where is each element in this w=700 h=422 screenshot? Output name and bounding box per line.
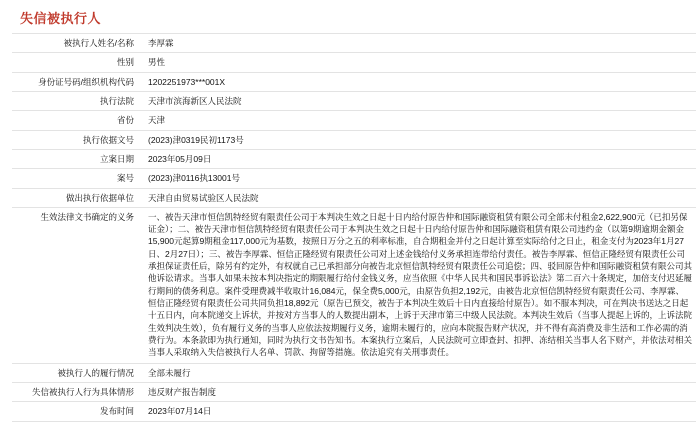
row-value-publish-time: 2023年07月14日 xyxy=(148,406,212,417)
row-value-province: 天津 xyxy=(148,115,166,126)
table-row xyxy=(12,130,696,149)
table-row xyxy=(12,91,696,110)
row-label-name: 被执行人姓名/名称 xyxy=(63,38,134,48)
table-row xyxy=(12,188,696,207)
row-value-concrete-situation: 违反财产报告制度 xyxy=(148,386,217,397)
row-label-obligation: 生效法律文书确定的义务 xyxy=(40,211,134,222)
row-label-court: 执行法院 xyxy=(99,95,134,106)
row-value-issuing-unit: 天津自由贸易试验区人民法院 xyxy=(148,192,259,203)
row-label-id: 身份证号码/组织机构代码 xyxy=(38,76,134,87)
row-value-court: 天津市滨海新区人民法院 xyxy=(148,95,242,106)
table-row xyxy=(12,169,696,188)
info-table xyxy=(12,33,696,422)
row-label-performance: 被执行人的履行情况 xyxy=(57,367,134,378)
table-row xyxy=(12,72,696,91)
row-value-case-number: (2023)津0116执13001号 xyxy=(148,173,240,184)
row-value-name: 李厚霖 xyxy=(148,38,174,48)
table-row-obligation xyxy=(12,207,696,363)
table-row xyxy=(12,402,696,421)
table-row xyxy=(12,363,696,382)
row-label-gender: 性别 xyxy=(116,57,134,68)
table-row xyxy=(12,53,696,72)
obligation-paragraph: 一、被告天津市恒信凯特经贸有限责任公司于本判决生效之日起十日内给付原告仲和国际融资租赁有限公司全部未付租金2,622,900元（已扣另保证金）；二、被告天津市恒信凯特经贸有限责任公司于本判决生效之日起十日内给付原告仲和国际融资租赁有限公司违约金（以第9期逾期金额金15,900元起算9期租金117,000元为基数，按照日万分之五的利率标准，自合期租金并付之日起计算至实际给付之日止，租金支付为2023年1月27日、2月27日）；三、被告李厚霖、恒信正隆经贸有限责任公司对上述金钱给付义务承担连带给付责任。被告李厚霖、恒信正隆经贸有限责任公司承担保证责任后，除另有约定外，有权就自己已承担部分向被告北京恒信凯特经贸有限责任公司追偿；四、驳回原告仲和国际融资租赁有限公司其他诉讼请求。当事人如果未按本判决指定的期限履行给付金钱义务，应当依照《中华人民共和国民事诉讼法》第二百六十条规定，加倍支付迟延履行期间的债务利息。案件受理费减半收取计16,084元，保全费5,000元，由原告负担2,192元，由被告北京恒信凯特经贸有限责任公司、李厚霖、恒信正隆经贸有限责任公司共同负担18,892元（原告已预交，被告于本判决生效后十日内直接给付原告）。如不服本判决，可在判决书送达之日起十五日内，向本院递交上诉状，并按对方当事人的人数提出副本，上诉于天津市第三中级人民法院。本判决生效后（当事人提起上诉的，上诉法院生效判决生效），负有履行义务的当事人应依法按期履行义务，逾期未履行的，应向本院报告财产状况，并不得有高消费及非生活和工作必需的消费行为。本条款即为执行通知，同时为执行文书告知书。本案执行立案后，人民法院可立即查封、扣押、冻结相关当事人名下财产，并依法对相关当事人采取纳入失信被执行人名单、罚款、拘留等措施。依法追究有关刑事责任。 xyxy=(148,211,693,358)
table-row xyxy=(12,382,696,401)
row-label-province: 省份 xyxy=(116,115,134,126)
row-value-performance: 全部未履行 xyxy=(148,367,191,378)
row-value-filing-date: 2023年05月09日 xyxy=(148,153,212,164)
table-row xyxy=(12,149,696,168)
row-label-concrete-situation: 失信被执行人行为具体情形 xyxy=(31,386,134,397)
row-label-issuing-unit: 做出执行依据单位 xyxy=(65,192,134,203)
row-value-id: 1202251973***001X xyxy=(148,76,226,87)
row-label-case-number: 案号 xyxy=(116,173,134,184)
row-label-filing-date: 立案日期 xyxy=(99,153,134,164)
page-title: 失信被执行人 xyxy=(20,11,102,26)
row-value-gender: 男性 xyxy=(148,57,166,68)
row-value-doc-number: (2023)津0319民初1173号 xyxy=(148,134,244,145)
row-label-doc-number: 执行依据文号 xyxy=(82,134,134,145)
table-row xyxy=(12,111,696,130)
table-row xyxy=(12,34,696,53)
row-label-publish-time: 发布时间 xyxy=(99,406,134,417)
row-value-obligation xyxy=(142,207,696,363)
